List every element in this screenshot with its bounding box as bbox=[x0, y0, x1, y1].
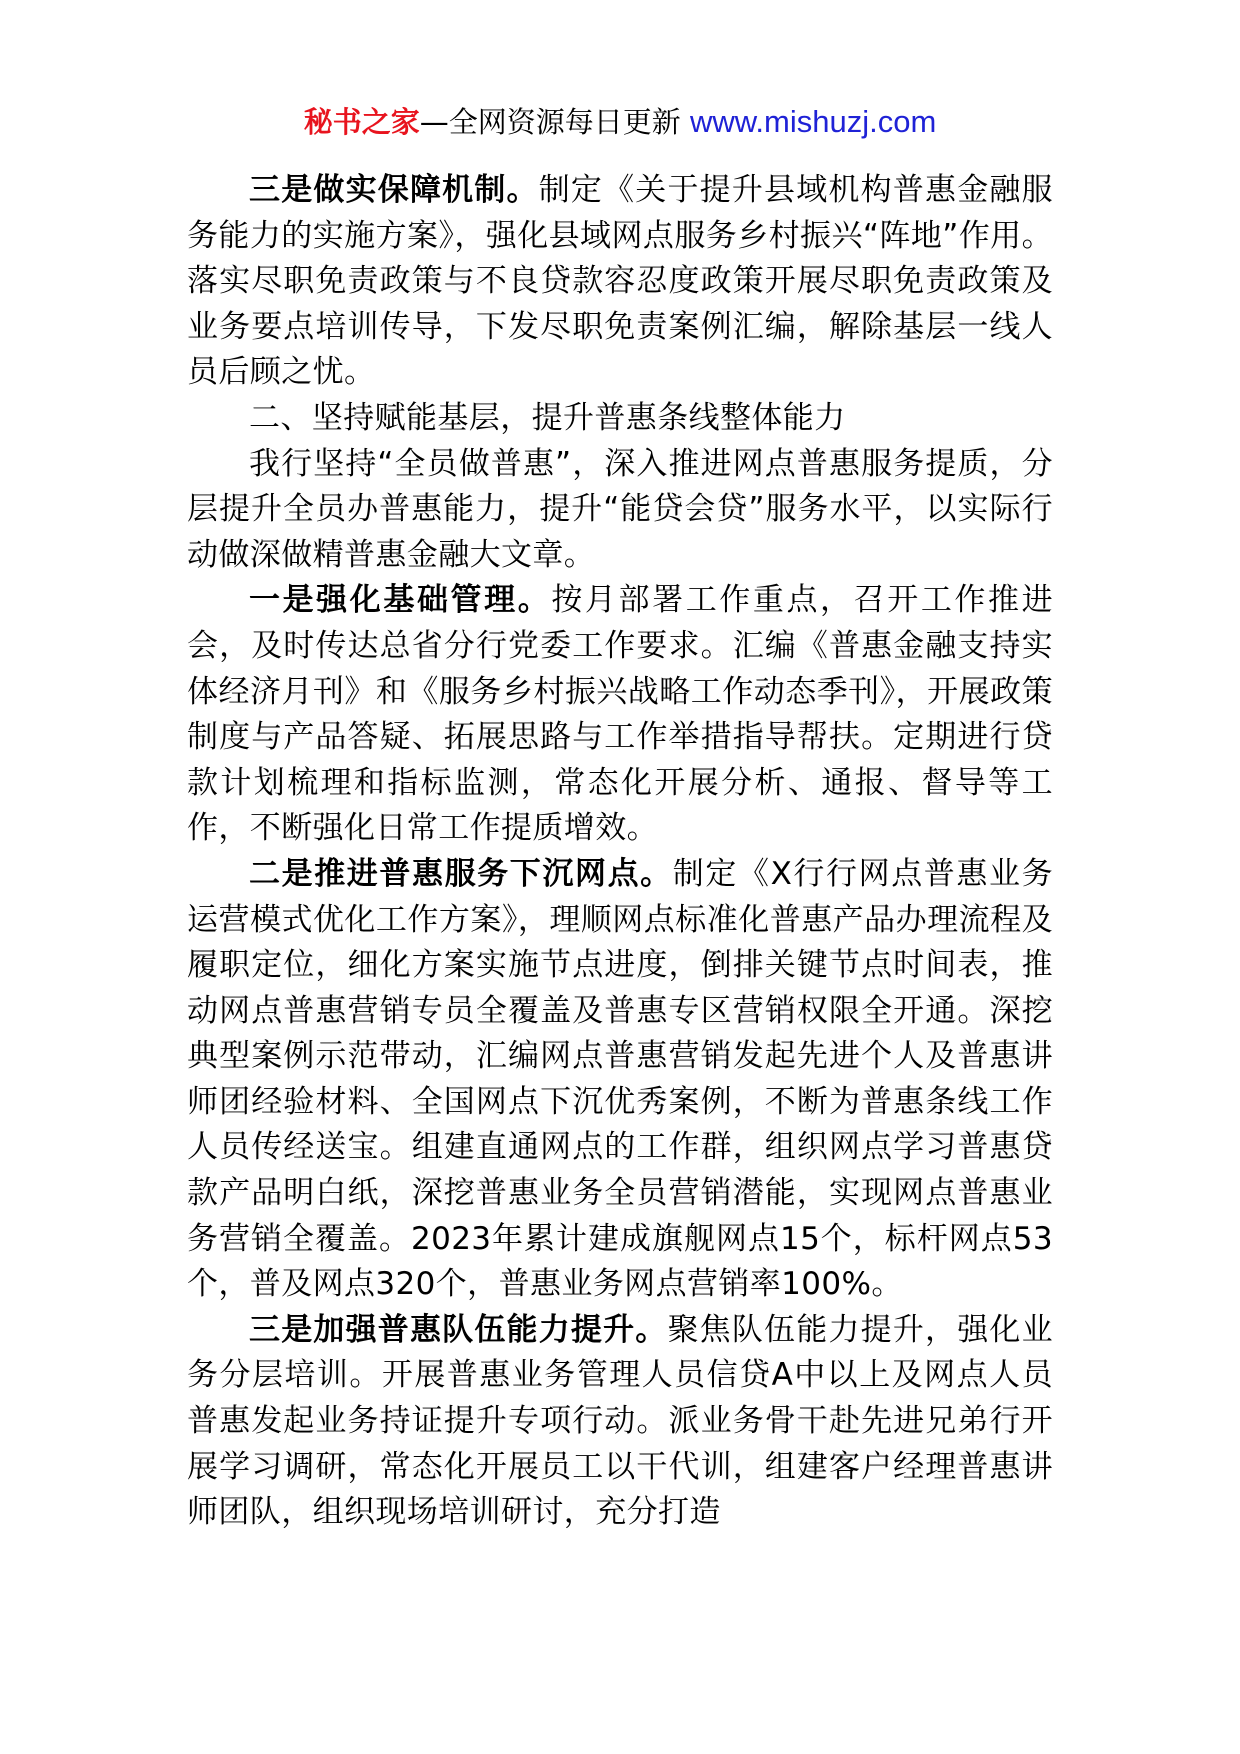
paragraph-basic-management bbox=[187, 578, 1053, 852]
paragraph-branch-service bbox=[187, 852, 1053, 1308]
paragraph-intro bbox=[187, 442, 1053, 579]
document-body bbox=[187, 168, 1053, 1536]
header-website-link[interactable]: www.mishuzj.com bbox=[689, 104, 937, 139]
paragraph-lead: 一是强化基础管理。 bbox=[249, 582, 552, 619]
paragraph-lead: 二是推进普惠服务下沉网点。 bbox=[249, 855, 673, 892]
paragraph-text: 聚焦队伍能力提升，强化业务分层培训。开展普惠业务管理人员信贷A中以上及网点人员普惠发起业务持证提升专项行动。派业务骨干赴先进兄弟行开展学习调研，常态化开展员工以干代训，组建客户经理普惠讲师团队，组织现场培训研讨，充分打造 bbox=[187, 1311, 1053, 1531]
page-header bbox=[0, 100, 1240, 144]
header-tagline: —全网资源每日更新 bbox=[419, 105, 690, 139]
paragraph-text: 制定《关于提升县域机构普惠金融服务能力的实施方案》，强化县域网点服务乡村振兴“阵地”作用。落实尽职免责政策与不良贷款容忍度政策开展尽职免责政策及业务要点培训传导，下发尽职免责案例汇编，解除基层一线人员后顾之忧。 bbox=[187, 172, 1053, 391]
paragraph-team-capability bbox=[187, 1308, 1053, 1536]
paragraph-text: 按月部署工作重点，召开工作推进会，及时传达总省分行党委工作要求。汇编《普惠金融支持实体经济月刊》和《服务乡村振兴战略工作动态季刊》，开展政策制度与产品答疑、拓展思路与工作举措指导帮扶。定期进行贷款计划梳理和指标监测，常态化开展分析、通报、督导等工作，不断强化日常工作提质增效。 bbox=[187, 582, 1053, 847]
section-heading-empower-grassroots bbox=[187, 396, 1053, 442]
heading-text: 二、坚持赋能基层，提升普惠条线整体能力 bbox=[249, 399, 846, 436]
header-brand: 秘书之家 bbox=[303, 105, 420, 139]
paragraph-text: 我行坚持“全员做普惠”，深入推进网点普惠服务提质，分层提升全员办普惠能力，提升“能贷会贷”服务水平，以实际行动做深做精普惠金融大文章。 bbox=[187, 445, 1053, 573]
paragraph-guarantee-mechanism bbox=[187, 168, 1053, 396]
paragraph-text: 制定《X行行网点普惠业务运营模式优化工作方案》，理顺网点标准化普惠产品办理流程及履职定位，细化方案实施节点进度，倒排关键节点时间表，推动网点普惠营销专员全覆盖及普惠专区营销权限全开通。深挖典型案例示范带动，汇编网点普惠营销发起先进个人及普惠讲师团经验材料、全国网点下沉优秀案例，不断为普惠条线工作人员传经送宝。组建直通网点的工作群，组织网点学习普惠贷款产品明白纸，深挖普惠业务全员营销潜能，实现网点普惠业务营销全覆盖。2023年累计建成旗舰网点15个，标杆网点53个，普及网点320个，普惠业务网点营销率100%。 bbox=[187, 855, 1053, 1303]
paragraph-lead: 三是做实保障机制。 bbox=[249, 172, 539, 208]
paragraph-lead: 三是加强普惠队伍能力提升。 bbox=[249, 1311, 668, 1348]
